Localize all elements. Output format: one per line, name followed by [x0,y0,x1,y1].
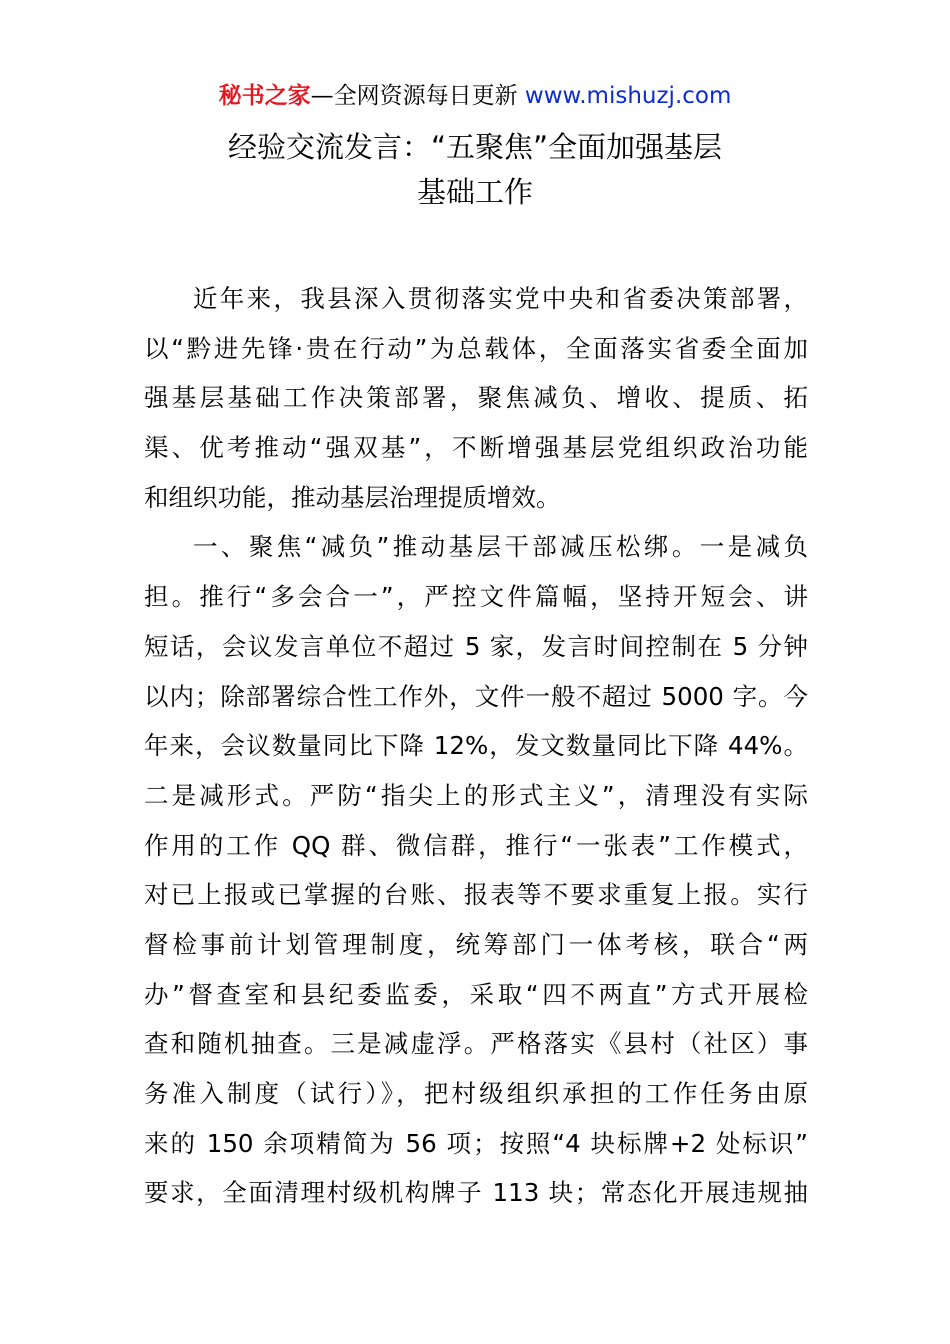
site-url-link[interactable]: www.mishuzj.com [524,83,732,109]
paragraph-line: 担。推行“多会合一”，严控文件篇幅，坚持开短会、讲 [144,582,808,612]
paragraph-line: 督检事前计划管理制度，统筹部门一体考核，联合“两 [144,929,808,959]
paragraph-line: 对已上报或已掌握的台账、报表等不要求重复上报。实行 [144,880,808,910]
paragraph-line: 查和随机抽查。三是减虚浮。严格落实《县村（社区）事 [144,1029,808,1059]
paragraph-line: 办”督查室和县纪委监委，采取“四不两直”方式开展检 [144,979,808,1009]
paragraph-line: 近年来，我县深入贯彻落实党中央和省委决策部署， [193,284,808,313]
paragraph-line: 一、聚焦“减负”推动基层干部减压松绑。一是减负 [193,532,808,562]
paragraph-line: 强基层基础工作决策部署，聚焦减负、增收、提质、拓 [144,383,808,413]
paragraph-line: 和组织功能，推动基层治理提质增效。 [144,482,561,512]
paragraph-line: 二是减形式。严防“指尖上的形式主义”，清理没有实际 [144,780,808,810]
brand-name: 秘书之家 [218,83,311,109]
paragraph-line: 以“黔进先锋·贵在行动”为总载体，全面落实省委全面加 [144,333,808,363]
document-body [144,274,808,1218]
paragraph-line: 短话，会议发言单位不超过 5 家，发言时间控制在 5 分钟 [144,631,808,661]
title-line-2: 基础工作 [416,175,533,209]
site-header [0,80,950,112]
document-title [0,125,950,215]
paragraph-line: 年来，会议数量同比下降 12%，发文数量同比下降 44%。 [144,731,808,761]
paragraph-line: 要求，全面清理村级机构牌子 113 块；常态化开展违规抽 [144,1178,808,1208]
paragraph-line: 作用的工作 QQ 群、微信群，推行“一张表”工作模式， [144,830,808,860]
paragraph-line: 以内；除部署综合性工作外，文件一般不超过 5000 字。今 [144,681,808,711]
paragraph-line: 来的 150 余项精简为 56 项；按照“4 块标牌+2 处标识” [144,1128,808,1158]
title-line-1: 经验交流发言：“五聚焦”全面加强基层 [227,130,723,164]
header-tagline: —全网资源每日更新 [310,83,525,109]
paragraph-line: 渠、优考推动“强双基”，不断增强基层党组织政治功能 [144,433,808,463]
paragraph-line: 务准入制度（试行）》，把村级组织承担的工作任务由原 [144,1079,808,1108]
